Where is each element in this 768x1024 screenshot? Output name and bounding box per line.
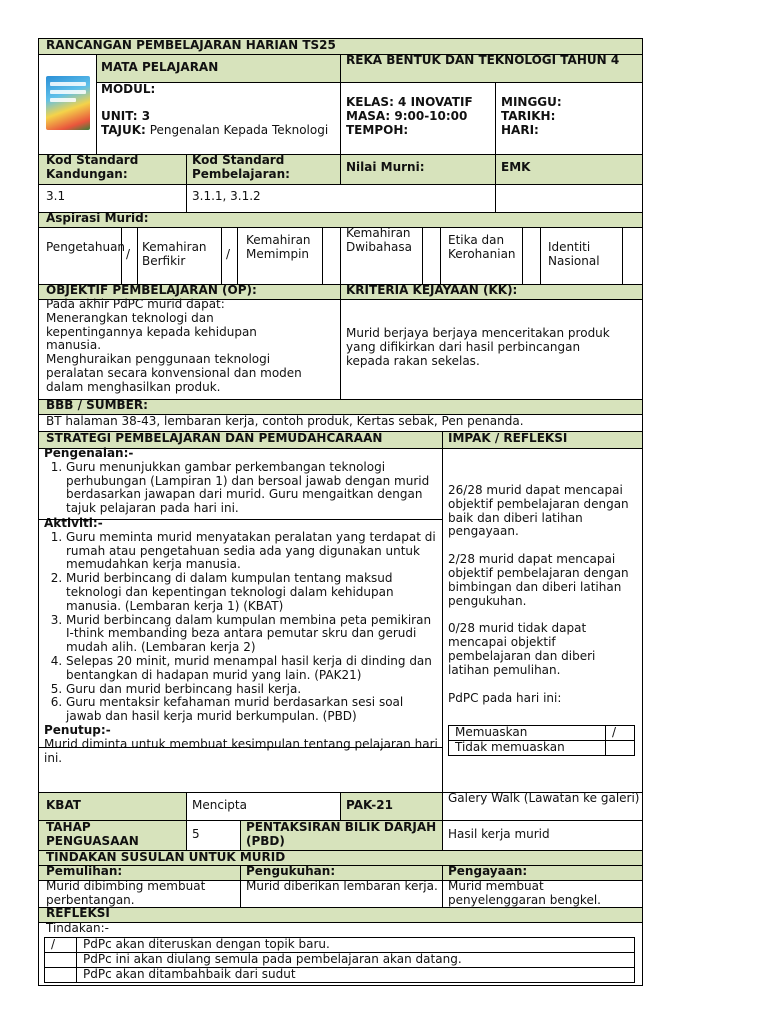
kandungan-value: 3.1: [46, 189, 66, 203]
strategi-body: [44, 447, 440, 765]
kbat-value: Mencipta: [192, 798, 247, 812]
objektif-line: manusia.: [46, 338, 102, 353]
pengayaan-label: Pengayaan:: [448, 864, 528, 878]
strategi-label: STRATEGI PEMBELAJARAN DAN PEMUDAHCARAAN: [46, 431, 383, 445]
kelas-label: KELAS: 4 INOVATIF: [346, 95, 473, 109]
list-item: 2. Murid berbincang di dalam kumpulan tentang maksud teknologi dan kepentingan teknologi dalam kehidupan manusia. (Lembaran kerja 1) (KBAT): [66, 572, 440, 613]
aspirasi-identiti-nasional: Identiti Nasional: [548, 240, 600, 268]
objektif-line: dalam menghasilkan produk.: [46, 379, 221, 394]
rating-mark[interactable]: [606, 741, 635, 756]
pengukuhan-value: Murid diberikan lembaran kerja.: [246, 879, 438, 893]
pak21-label: PAK-21: [346, 798, 393, 812]
aspirasi-mark-1: /: [126, 247, 131, 261]
pemulihan-label: Pemulihan:: [46, 864, 123, 878]
impak-label: IMPAK / REFLEKSI: [448, 431, 568, 445]
table-row: [45, 968, 635, 983]
aspirasi-kemahiran-dwibahasa: Kemahiran Dwibahasa: [346, 226, 412, 254]
table-row: [45, 938, 635, 953]
tempoh-label: TEMPOH:: [346, 123, 409, 137]
kriteria-line: Murid berjaya berjaya menceritakan produk: [346, 326, 610, 340]
pengukuhan-label: Pengukuhan:: [246, 864, 336, 878]
kandungan-label: Kod Standard Kandungan:: [46, 153, 139, 181]
impak-para-2: 2/28 murid dapat mencapai objektif pembelajaran dengan bimbingan dan diberi latihan pengukuhan.: [448, 552, 629, 608]
refleksi-mark[interactable]: [45, 968, 77, 983]
impak-para-4: PdPC pada hari ini:: [448, 690, 562, 705]
unit-label: UNIT: 3: [101, 109, 151, 123]
kriteria-text: [346, 327, 641, 368]
refleksi-text: PdPc akan ditambahbaik dari sudut: [77, 968, 635, 983]
rating-mark[interactable]: /: [606, 726, 635, 741]
refleksi-text: PdPc akan diteruskan dengan topik baru.: [77, 938, 635, 953]
tajuk-value: Pengenalan Kepada Teknologi: [149, 123, 329, 137]
penutup-label: Penutup:-: [44, 722, 111, 737]
aspirasi-mark-2: /: [226, 247, 231, 261]
objektif-label: OBJEKTIF PEMBELAJARAN (OP):: [46, 283, 257, 297]
penutup-value: Murid diminta untuk membuat kesimpulan tentang pelajaran hari ini.: [44, 736, 438, 765]
table-row: [449, 741, 635, 756]
pemulihan-value: Murid dibimbing membuat perbentangan.: [46, 879, 206, 907]
hari-label: HARI:: [501, 123, 539, 137]
pembelajaran-label: Kod Standard Pembelajaran:: [192, 153, 290, 181]
objektif-line: peralatan secara konvensional dan moden: [46, 365, 302, 380]
pengayaan-value: Murid membuat penyelenggaran bengkel.: [448, 879, 601, 907]
refleksi-mark[interactable]: [45, 953, 77, 968]
table-row: [45, 953, 635, 968]
aktiviti-label: Aktiviti:-: [44, 515, 103, 530]
bbb-value: BT halaman 38-43, lembaran kerja, contoh produk, Kertas sebak, Pen penanda.: [46, 414, 524, 428]
bbb-label: BBB / SUMBER:: [46, 398, 148, 412]
pdpc-rating-table: [448, 725, 635, 756]
objektif-line: Menerangkan teknologi dan: [46, 310, 214, 325]
objektif-line: kepentingannya kepada kehidupan: [46, 324, 257, 339]
aspirasi-kemahiran-memimpin: Kemahiran Memimpin: [246, 233, 311, 261]
list-item: 1. Guru meminta murid menyatakan peralatan yang terdapat di rumah atau pengetahuan sedia ada yang digunakan untuk memudahkan kerja manusia.: [66, 531, 440, 572]
table-row: [449, 726, 635, 741]
emk-label: EMK: [501, 160, 531, 174]
subject-label: MATA PELAJARAN: [101, 60, 219, 74]
refleksi-table: [44, 937, 635, 983]
tindakan-label: TINDAKAN SUSULAN UNTUK MURID: [46, 850, 286, 864]
objektif-line: Menghuraikan penggunaan teknologi: [46, 352, 271, 367]
list-item: 5. Guru dan murid berbincang hasil kerja.: [66, 683, 440, 697]
tajuk-line: [101, 124, 337, 138]
list-item: 1. Guru menunjukkan gambar perkembangan teknologi perhubungan (Lampiran 1) dan bersoal jawab dengan murid berdasarkan jawapan dari murid. Guru mengaitkan dengan tajuk pelajaran pada hari ini.: [66, 461, 440, 516]
list-item: 6. Guru mentaksir kefahaman murid berdasarkan sesi soal jawab dan hasil kerja murid berkumpulan. (PBD): [66, 696, 440, 724]
masa-label: MASA: 9:00-10:00: [346, 109, 468, 123]
nilai-murni-label: Nilai Murni:: [346, 160, 425, 174]
objektif-text: [46, 298, 338, 395]
kbat-label: KBAT: [46, 798, 81, 812]
pembelajaran-value: 3.1.1, 3.1.2: [192, 189, 261, 203]
refleksi-text: PdPc ini akan diulang semula pada pembelajaran akan datang.: [77, 953, 635, 968]
pak21-value: Galery Walk (Lawatan ke galeri): [448, 791, 640, 805]
list-item: 4. Selepas 20 minit, murid menampal hasil kerja di dinding dan bentangkan di hadapan murid yang lain. (PAK21): [66, 655, 440, 683]
pbd-value: Hasil kerja murid: [448, 827, 550, 841]
minggu-label: MINGGU:: [501, 95, 562, 109]
rating-label: Tidak memuaskan: [449, 741, 606, 756]
aspirasi-kemahiran-berfikir: Kemahiran Berfikir: [142, 240, 207, 268]
impak-para-1: 26/28 murid dapat mencapai objektif pembelajaran dengan baik dan diberi latihan pengayaan.: [448, 483, 629, 539]
aspirasi-etika-kerohanian: Etika dan Kerohanian: [448, 233, 516, 261]
kriteria-label: KRITERIA KEJAYAAN (KK):: [346, 283, 518, 297]
objektif-line: Pada akhir PdPC murid dapat:: [46, 297, 225, 311]
tindakan-sub-label: Tindakan:-: [46, 921, 109, 935]
tahap-value: 5: [192, 827, 200, 841]
subject-value: REKA BENTUK DAN TEKNOLOGI TAHUN 4: [346, 53, 620, 67]
tarikh-label: TARIKH:: [501, 109, 556, 123]
refleksi-mark[interactable]: /: [45, 938, 77, 953]
pbd-label: PENTAKSIRAN BILIK DARJAH (PBD): [246, 820, 437, 848]
list-item: 3. Murid berbincang dalam kumpulan membina peta pemikiran I-think membanding beza antara pemutar skru dan gerudi mudah alih. (Lembaran kerja 2): [66, 614, 440, 655]
pengenalan-label: Pengenalan:-: [44, 446, 134, 460]
kriteria-line: kepada rakan sekelas.: [346, 353, 480, 368]
page-title: RANCANGAN PEMBELAJARAN HARIAN TS25: [46, 38, 336, 52]
impak-text: [448, 484, 638, 705]
rating-label: Memuaskan: [449, 726, 606, 741]
refleksi-label: REFLEKSI: [46, 906, 110, 920]
aspirasi-pengetahuan: Pengetahuan: [46, 240, 126, 254]
modul-label: MODUL:: [101, 82, 156, 96]
tajuk-label: TAJUK:: [101, 123, 146, 137]
impak-para-3: 0/28 murid tidak dapat mencapai objektif pembelajaran dan diberi latihan pemulihan.: [448, 621, 596, 677]
pengenalan-list: [44, 461, 440, 516]
tahap-label: TAHAP PENGUASAAN: [46, 820, 139, 848]
kriteria-line: yang difikirkan dari hasil perbincangan: [346, 339, 581, 354]
aktiviti-list: [44, 531, 440, 724]
book-cover-image: [46, 76, 90, 130]
aspirasi-label: Aspirasi Murid:: [46, 211, 149, 225]
